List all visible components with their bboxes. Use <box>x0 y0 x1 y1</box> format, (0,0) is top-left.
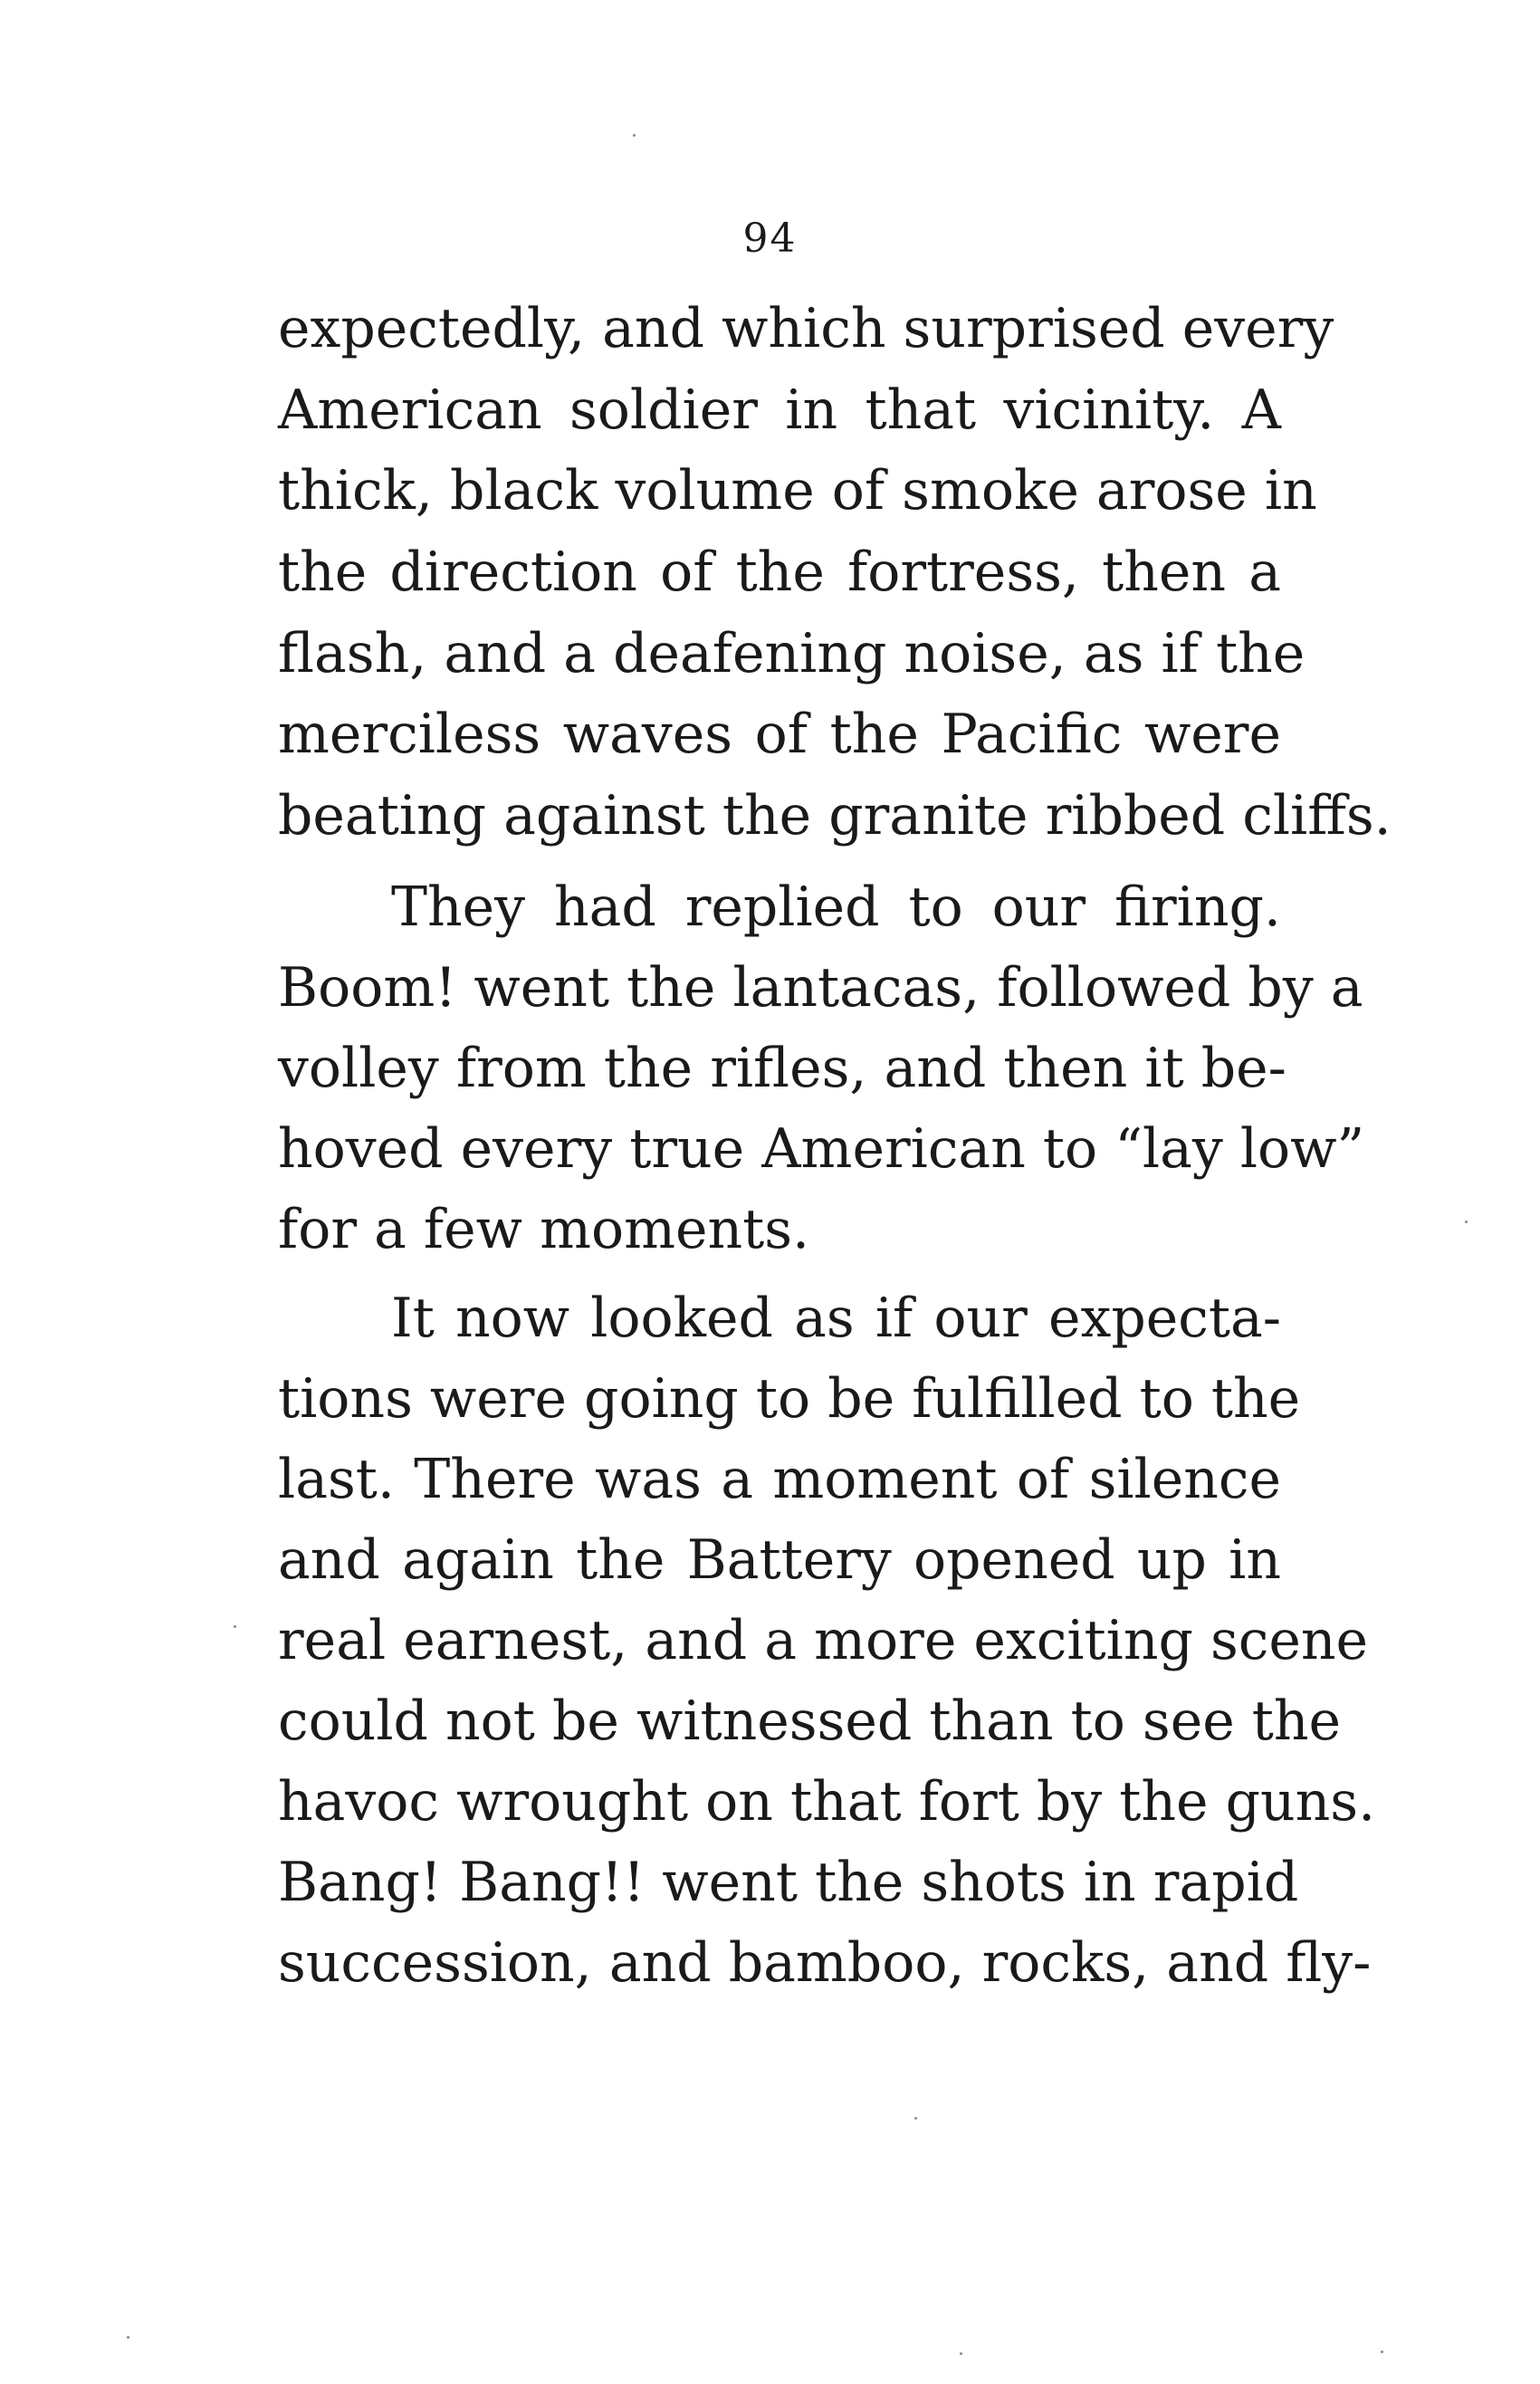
text-line: volley from the rifles, and then it be- <box>278 1037 1287 1100</box>
text-line: expectedly, and which surprised every <box>278 297 1334 360</box>
text-line: hoved every true American to “lay low” <box>278 1117 1365 1181</box>
text-line: flash, and a deafening noise, as if the <box>278 622 1306 685</box>
text-line: and again the Battery opened up in <box>278 1528 1281 1592</box>
text-line: succession, and bamboo, rocks, and fly- <box>278 1931 1372 1995</box>
text-line: merciless waves of the Pacific were <box>278 703 1281 766</box>
text-line: American soldier in that vicinity. A <box>278 378 1281 442</box>
text-line: thick, black volume of smoke arose in <box>278 459 1317 522</box>
text-line: They had replied to our firing. <box>391 876 1281 939</box>
text-line: havoc wrought on that fort by the guns. <box>278 1770 1376 1833</box>
text-line: the direction of the fortress, then a <box>278 541 1281 604</box>
scan-speck <box>1381 2350 1383 2353</box>
page-number: 94 <box>742 215 798 262</box>
scan-speck <box>960 2352 962 2355</box>
text-line: It now looked as if our expecta- <box>391 1287 1281 1350</box>
text-line: could not be witnessed than to see the <box>278 1690 1342 1753</box>
text-line: real earnest, and a more exciting scene <box>278 1609 1369 1672</box>
scan-speck <box>1465 1221 1468 1223</box>
scan-speck <box>914 2117 917 2120</box>
scan-speck <box>234 1625 236 1628</box>
scan-speck <box>633 134 636 137</box>
scan-speck <box>127 2336 129 2339</box>
text-line: beating against the granite ribbed cliffs. <box>278 784 1392 847</box>
text-line: for a few moments. <box>278 1198 810 1261</box>
text-line: last. There was a moment of silence <box>278 1448 1281 1511</box>
text-line: tions were going to be fulfilled to the <box>278 1367 1301 1431</box>
text-line: Boom! went the lantacas, followed by a <box>278 956 1363 1020</box>
text-line: Bang! Bang!! went the shots in rapid <box>278 1851 1299 1914</box>
